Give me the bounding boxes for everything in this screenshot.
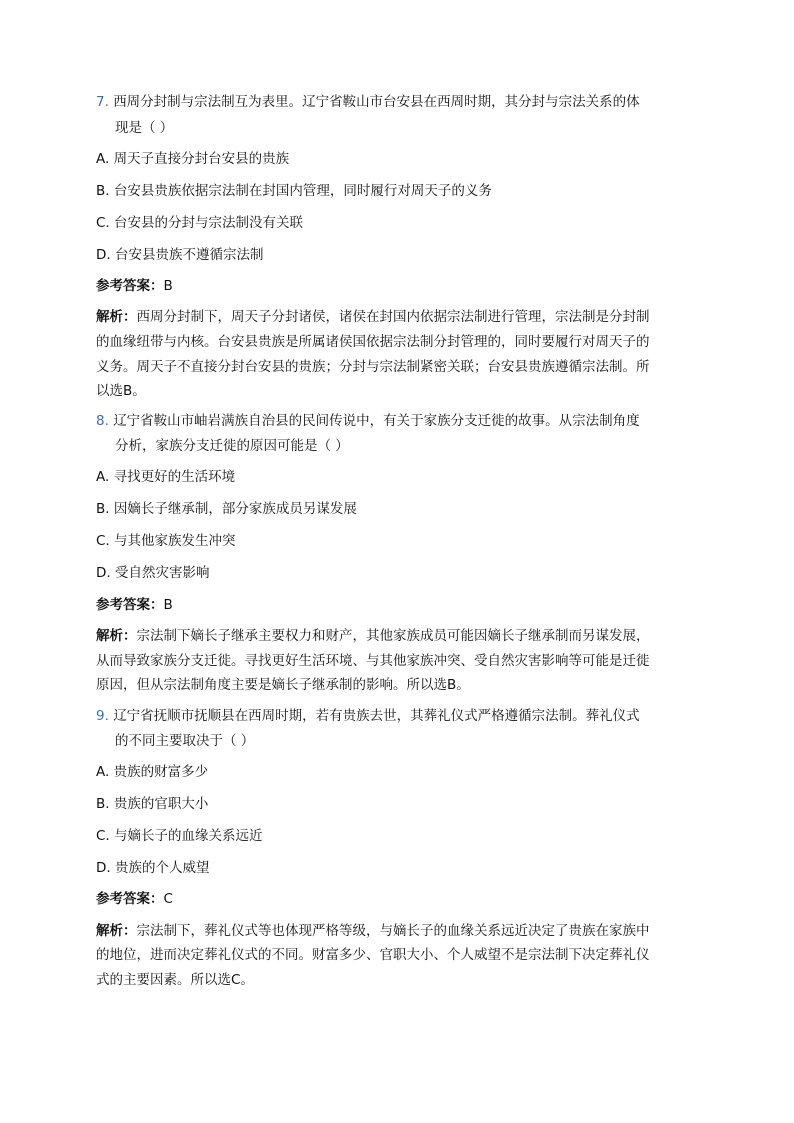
question-9-stem-line-2: 的不同主要取决于（ ）: [115, 733, 255, 749]
question-8-answer: [96, 595, 173, 615]
question-9-analysis-line-3: 式的主要因素。所以选C。: [96, 972, 254, 988]
question-9-answer: [96, 889, 173, 909]
question-7-option-a: A. 周天子直接分封台安县的贵族: [96, 151, 290, 167]
question-7-number: 7.: [96, 94, 109, 110]
answer-label: 参考答案：: [96, 597, 164, 613]
answer-value: B: [163, 597, 173, 613]
question-8-analysis-line-1: 解析：宗法制下嫡长子继承主要权力和财产，其他家族成员可能因嫡长子继承制而另谋发展，: [96, 628, 650, 644]
answer-value: C: [163, 891, 173, 907]
question-9-option-d: D. 贵族的个人威望: [96, 860, 210, 876]
question-8-option-c: C. 与其他家族发生冲突: [96, 533, 236, 549]
question-7-analysis-line-4: 以选B。: [96, 383, 146, 399]
question-7-stem-line-1: 7. 西周分封制与宗法制互为表里。辽宁省鞍山市台安县在西周时期，其分封与宗法关系的体: [96, 94, 640, 110]
question-8-number: 8.: [96, 413, 109, 429]
answer-label: 参考答案：: [96, 278, 164, 294]
question-7-analysis-line-3: 义务。周天子不直接分封台安县的贵族；分封与宗法制紧密关联；台安县贵族遵循宗法制。所: [96, 359, 650, 375]
question-9-analysis-line-1: 解析：宗法制下，葬礼仪式等也体现严格等级，与嫡长子的血缘关系远近决定了贵族在家族中: [96, 923, 650, 939]
question-9-number: 9.: [96, 708, 109, 724]
analysis-label: 解析：: [96, 628, 137, 644]
question-9-option-a: A. 贵族的财富多少: [96, 764, 209, 780]
question-7-answer: [96, 276, 173, 296]
question-9-option-c: C. 与嫡长子的血缘关系远近: [96, 828, 263, 844]
question-8-analysis-line-2: 从而导致家族分支迁徙。寻找更好生活环境、与其他家族冲突、受自然灾害影响等可能是迁徙: [96, 653, 650, 669]
analysis-label: 解析：: [96, 923, 137, 939]
question-9-option-b: B. 贵族的官职大小: [96, 796, 209, 812]
question-8-stem-line-1: 8. 辽宁省鞍山市岫岩满族自治县的民间传说中，有关于家族分支迁徙的故事。从宗法制角度: [96, 413, 640, 429]
question-8-stem-line-2: 分析，家族分支迁徙的原因可能是（ ）: [115, 438, 349, 454]
analysis-label: 解析：: [96, 309, 137, 325]
answer-value: B: [163, 278, 173, 294]
question-8-option-d: D. 受自然灾害影响: [96, 565, 210, 581]
question-7-analysis-line-2: 的血缘纽带与内核。台安县贵族是所属诸侯国依据宗法制分封管理的，同时要履行对周天子的: [96, 334, 650, 350]
answer-label: 参考答案：: [96, 891, 164, 907]
question-8-analysis-line-3: 原因，但从宗法制角度主要是嫡长子继承制的影响。所以选B。: [96, 677, 470, 693]
question-7-stem-line-2: 现是（ ）: [115, 120, 174, 136]
question-7-option-d: D. 台安县贵族不遵循宗法制: [96, 247, 264, 263]
question-7-analysis-line-1: 解析：西周分封制下，周天子分封诸侯，诸侯在封国内依据宗法制进行管理，宗法制是分封制: [96, 309, 650, 325]
question-7-option-c: C. 台安县的分封与宗法制没有关联: [96, 215, 304, 231]
question-7-option-b: B. 台安县贵族依据宗法制在封国内管理，同时履行对周天子的义务: [96, 183, 492, 199]
question-8-option-b: B. 因嫡长子继承制，部分家族成员另谋发展: [96, 501, 357, 517]
question-9-stem-line-1: 9. 辽宁省抚顺市抚顺县在西周时期，若有贵族去世，其葬礼仪式严格遵循宗法制。葬礼仪式: [96, 708, 640, 724]
question-9-analysis-line-2: 的地位，进而决定葬礼仪式的不同。财富多少、官职大小、个人威望不是宗法制下决定葬礼仪: [96, 947, 650, 963]
question-8-option-a: A. 寻找更好的生活环境: [96, 469, 236, 485]
